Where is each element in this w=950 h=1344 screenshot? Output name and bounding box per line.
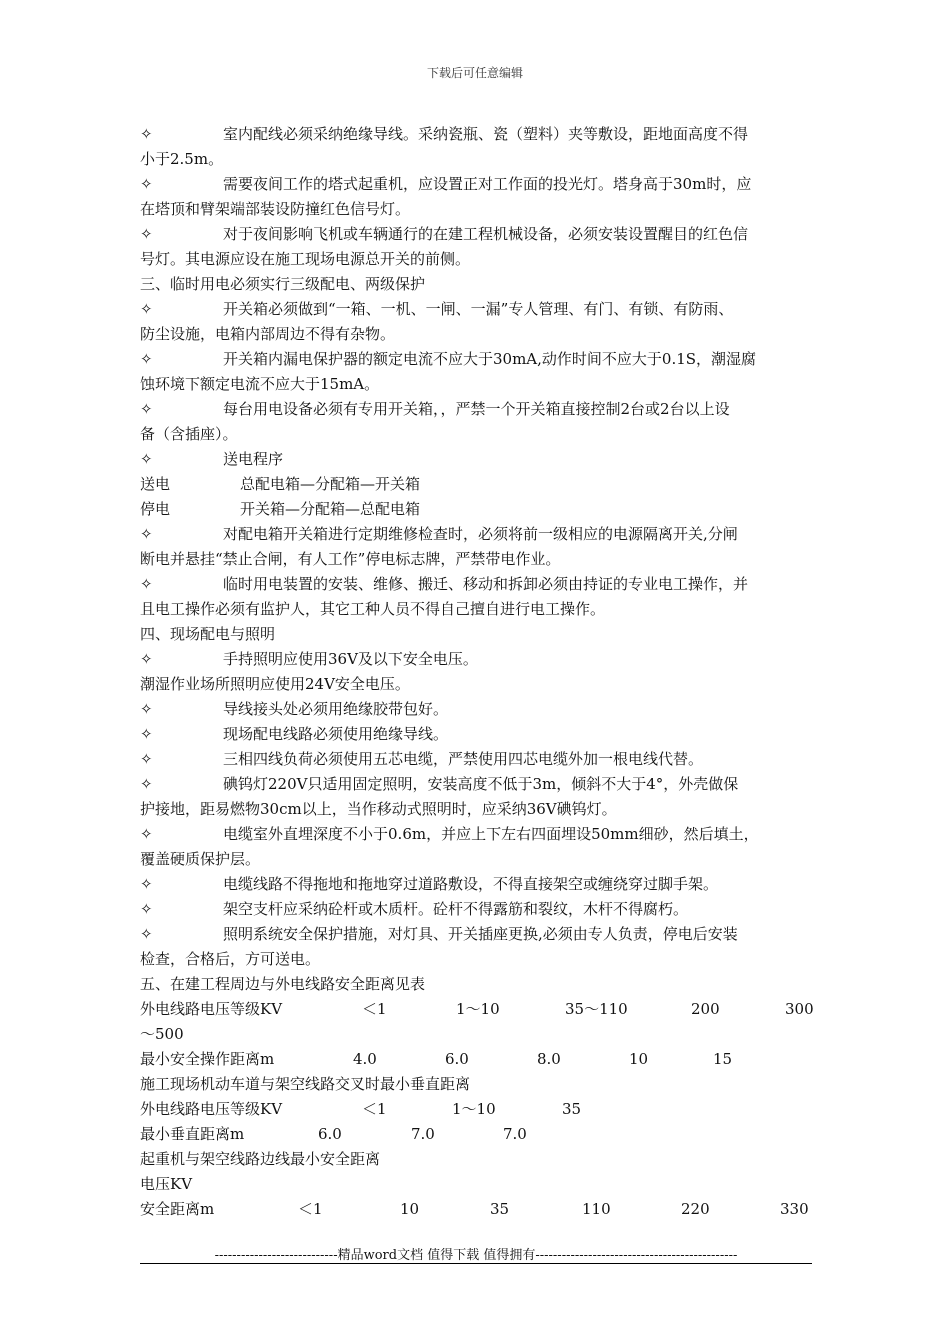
- table-cell: ＜1: [362, 1000, 387, 1018]
- table-row: 外电线路电压等级KV ＜1 1～10 35～110 200 300: [140, 997, 812, 1022]
- list-item: ✧ 手持照明应使用36V及以下安全电压。: [140, 647, 812, 672]
- table-cell: 330: [780, 1200, 809, 1218]
- table-cell: 10: [629, 1050, 649, 1068]
- bullet-icon: ✧: [140, 925, 153, 943]
- list-item: ✧ 临时用电装置的安装、维修、搬迁、移动和拆卸必须由持证的专业电工操作，并: [140, 572, 812, 597]
- list-item-continuation: 防尘设施，电箱内部周边不得有杂物。: [140, 325, 396, 343]
- list-item-continuation: 断电并悬挂“禁止合闸，有人工作”停电标志牌，严禁带电作业。: [140, 550, 561, 568]
- list-item-continuation: 护接地，距易燃物30cm以上，当作移动式照明时，应采纳36V碘钨灯。: [140, 800, 617, 818]
- table-row: 最小安全操作距离m 4.0 6.0 8.0 10 15: [140, 1047, 812, 1072]
- table-title: 施工现场机动车道与架空线路交叉时最小垂直距离: [140, 1075, 471, 1093]
- bullet-icon: ✧: [140, 125, 153, 143]
- table-cell: 15: [713, 1050, 733, 1068]
- table-cell: 8.0: [537, 1050, 561, 1068]
- bullet-icon: ✧: [140, 750, 153, 768]
- table-cell: 10: [400, 1200, 420, 1218]
- list-item: ✧ 碘钨灯220V只适用固定照明，安装高度不低于3m，倾斜不大于4°，外壳做保: [140, 772, 812, 797]
- list-item-continuation: 且电工操作必须有监护人，其它工种人员不得自己擅自进行电工操作。: [140, 600, 606, 618]
- procedure-step-stop: 停电 开关箱—分配箱—总配电箱: [140, 500, 421, 518]
- list-item-continuation: 在塔顶和臂架端部装设防撞红色信号灯。: [140, 200, 411, 218]
- table-row-continuation: ～500: [140, 1025, 184, 1043]
- bullet-icon: ✧: [140, 775, 153, 793]
- bullet-icon: ✧: [140, 525, 153, 543]
- table-cell: 35: [490, 1200, 510, 1218]
- table-cell: 220: [681, 1200, 710, 1218]
- list-item: ✧ 现场配电线路必须使用绝缘导线。: [140, 722, 812, 747]
- table-cell: 4.0: [353, 1050, 377, 1068]
- bullet-icon: ✧: [140, 825, 153, 843]
- table-cell: 6.0: [318, 1125, 342, 1143]
- list-item: ✧ 电缆室外直埋深度不小于0.6m，并应上下左右四面埋设50mm细砂，然后填土，: [140, 822, 812, 847]
- table-cell: ＜1: [298, 1200, 323, 1218]
- list-item-continuation: 覆盖硬质保护层。: [140, 850, 261, 868]
- list-item: ✧ 导线接头处必须用绝缘胶带包好。: [140, 697, 812, 722]
- section-heading: 五、在建工程周边与外电线路安全距离见表: [140, 975, 426, 993]
- list-item-continuation: 号灯。其电源应设在施工现场电源总开关的前侧。: [140, 250, 471, 268]
- list-item: ✧ 开关箱内漏电保护器的额定电流不应大于30mA,动作时间不应大于0.1S，潮湿腐: [140, 347, 812, 372]
- document-body: [140, 122, 812, 1222]
- table-cell: 200: [691, 1000, 720, 1018]
- bullet-icon: ✧: [140, 400, 153, 418]
- list-item-continuation: 检查，合格后，方可送电。: [140, 950, 321, 968]
- table-row: 安全距离m ＜1 10 35 110 220 330: [140, 1197, 812, 1222]
- bullet-icon: ✧: [140, 725, 153, 743]
- bullet-icon: ✧: [140, 700, 153, 718]
- bullet-icon: ✧: [140, 350, 153, 368]
- table-cell: 35: [562, 1100, 582, 1118]
- page-footer: ----------------------------精品word文档 值得下载 值得拥有----------------------------------------------: [214, 1248, 738, 1263]
- table-row: 最小垂直距离m 6.0 7.0 7.0: [140, 1122, 812, 1147]
- list-item: ✧ 三相四线负荷必须使用五芯电缆，严禁使用四芯电缆外加一根电线代替。: [140, 747, 812, 772]
- table-cell: 35～110: [565, 1000, 628, 1018]
- table-row: 外电线路电压等级KV ＜1 1～10 35: [140, 1097, 812, 1122]
- procedure-step-send: 送电 总配电箱—分配箱—开关箱: [140, 475, 421, 493]
- footer-rule: [140, 1263, 812, 1264]
- table-title: 起重机与架空线路边线最小安全距离: [140, 1150, 381, 1168]
- bullet-icon: ✧: [140, 175, 153, 193]
- table-cell: 1～10: [452, 1100, 496, 1118]
- table-cell: 300: [785, 1000, 814, 1018]
- list-item: ✧ 需要夜间工作的塔式起重机，应设置正对工作面的投光灯。塔身高于30m时，应: [140, 172, 812, 197]
- bullet-icon: ✧: [140, 575, 153, 593]
- table-row-label: 电压KV: [140, 1175, 193, 1193]
- list-item: ✧ 架空支杆应采纳砼杆或木质杆。砼杆不得露筋和裂纹，木杆不得腐朽。: [140, 897, 812, 922]
- page-header: 下载后可任意编辑: [426, 66, 523, 80]
- bullet-icon: ✧: [140, 900, 153, 918]
- bullet-icon: ✧: [140, 300, 153, 318]
- list-item-continuation: 备（含插座）。: [140, 425, 238, 443]
- list-item: ✧ 对于夜间影响飞机或车辆通行的在建工程机械设备，必须安装设置醒目的红色信: [140, 222, 812, 247]
- list-item: ✧ 电缆线路不得拖地和拖地穿过道路敷设，不得直接架空或缠绕穿过脚手架。: [140, 872, 812, 897]
- bullet-icon: ✧: [140, 450, 153, 468]
- bullet-icon: ✧: [140, 225, 153, 243]
- bullet-icon: ✧: [140, 650, 153, 668]
- list-item: ✧ 送电程序: [140, 447, 812, 472]
- table-cell: 7.0: [503, 1125, 527, 1143]
- table-cell: 6.0: [445, 1050, 469, 1068]
- bullet-icon: ✧: [140, 875, 153, 893]
- list-item-continuation: 小于2.5m。: [140, 150, 224, 168]
- table-cell: ＜1: [362, 1100, 387, 1118]
- list-item-continuation: 蚀环境下额定电流不应大于15mA。: [140, 375, 380, 393]
- section-heading: 三、临时用电必须实行三级配电、两级保护: [140, 275, 426, 293]
- list-item: ✧ 每台用电设备必须有专用开关箱，，严禁一个开关箱直接控制2台或2台以上设: [140, 397, 812, 422]
- list-item: ✧ 对配电箱开关箱进行定期维修检查时，必须将前一级相应的电源隔离开关,分闸: [140, 522, 812, 547]
- table-cell: 7.0: [411, 1125, 435, 1143]
- section-heading: 四、现场配电与照明: [140, 625, 276, 643]
- list-item: ✧ 照明系统安全保护措施，对灯具、开关插座更换,必须由专人负责，停电后安装: [140, 922, 812, 947]
- list-item: ✧ 室内配线必须采纳绝缘导线。采纳瓷瓶、瓷（塑料）夹等敷设，距地面高度不得: [140, 122, 812, 147]
- list-item: ✧ 开关箱必须做到“一箱、一机、一闸、一漏”专人管理、有门、有锁、有防雨、: [140, 297, 812, 322]
- paragraph: 潮湿作业场所照明应使用24V安全电压。: [140, 675, 410, 693]
- table-cell: 110: [582, 1200, 611, 1218]
- table-cell: 1～10: [456, 1000, 500, 1018]
